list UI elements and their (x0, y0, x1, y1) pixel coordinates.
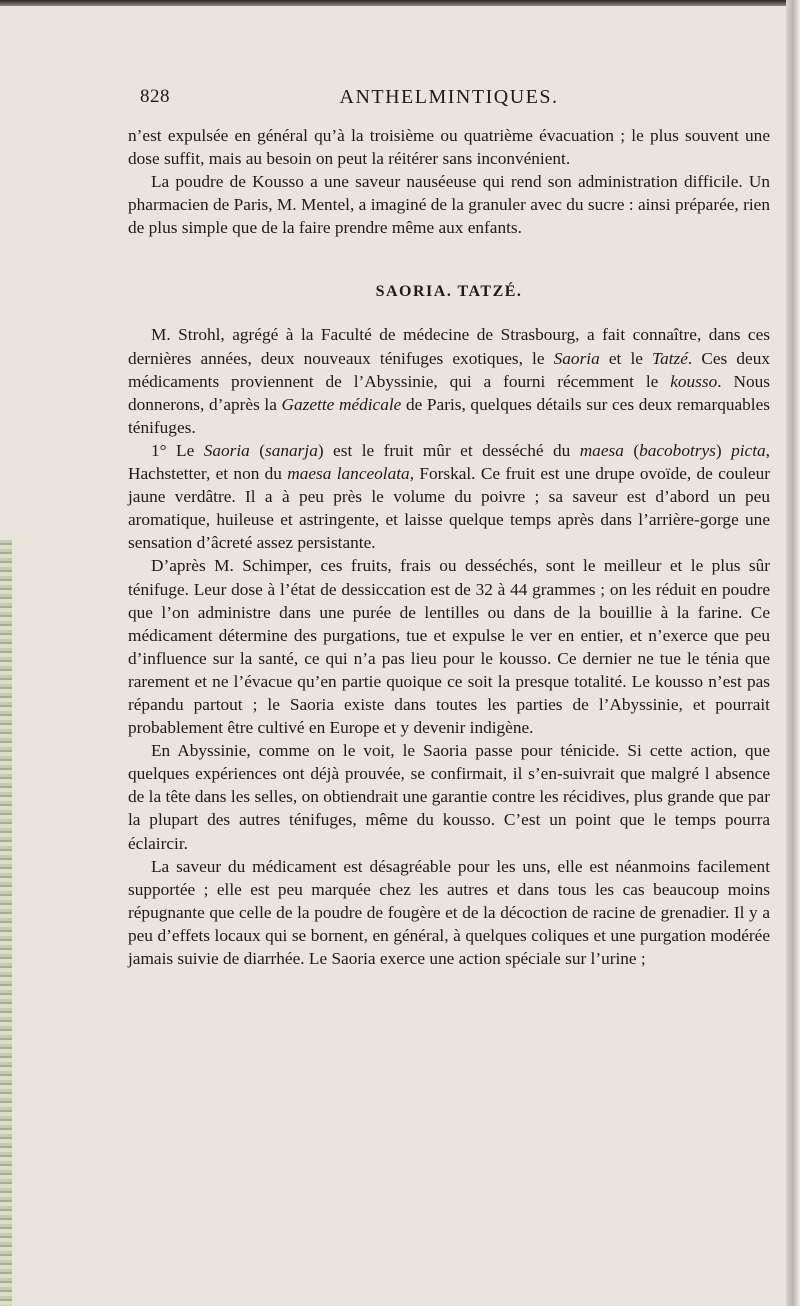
italic-term: picta (731, 440, 766, 460)
running-head (128, 86, 770, 116)
text-run: , Forskal. Ce fruit est une drupe ovoïde, de couleur jaune verdâtre. Il a à peu près le volume du poivre ; sa saveur est d’abord un peu aromatique, huileuse et astringente, et laisse quelque temps après dans l’arrière-gorge une sensation d’âcreté assez persistante. (128, 464, 770, 553)
italic-term: Saoria (553, 348, 600, 368)
paragraph-4 (128, 439, 770, 554)
section-heading: SAORIA. TATZÉ. (375, 283, 523, 301)
text-run: et le (599, 348, 653, 368)
scan-left-edge (0, 540, 12, 1306)
text-run: 1° Le (151, 440, 204, 460)
text-run: ( (623, 440, 640, 460)
text-run: ) est le fruit mûr et desséché du (317, 440, 580, 460)
running-title: ANTHELMINTIQUES. (339, 86, 559, 108)
paragraph-1: n’est expulsée en général qu’à la troisième ou quatrième évacuation ; le plus souvent une dose suffit, mais au besoin on peut la réitérer sans inconvénient. (128, 126, 770, 169)
text-run: . Ces deux médicaments proviennent de l’Abyssinie, qui a fourni récemment le (128, 348, 770, 391)
text-run: M. Strohl, agrégé à la Faculté de médecine de Strasbourg, a fait connaître, dans ces dernières années, deux nouveaux ténifuges exotiques, le (128, 325, 770, 368)
scan-right-edge (786, 0, 800, 1306)
italic-term: Saoria (203, 440, 250, 460)
page-number: 828 (140, 86, 170, 107)
italic-term: maesa lanceolata (287, 464, 410, 484)
italic-term: bacobotrys (639, 440, 716, 460)
paragraph-5: D’après M. Schimper, ces fruits, frais ou desséchés, sont le meilleur et le plus sûr ténifuge. Leur dose à l’état de dessiccation est de 32 à 44 grammes ; on les réduit en poudre que l’on administre dans une purée de lentilles ou dans de la bouillie à la farine. Ce médicament détermine des purgations, tue et expulse le ver en entier, et n’exerce que peu d’influence sur la santé, ce qui n’a pas lieu pour le kousso. Ce dernier ne tue le ténia que rarement et ne l’évacue qu’en partie quoique ce soit la presque totalité. Le kousso n’est pas répandu partout ; le Saoria existe dans toutes les parties de l’Abyssinie, et pourrait probablement être cultivé en Europe et y devenir indigène. (128, 556, 770, 738)
paragraph-7: La saveur du médicament est désagréable pour les uns, elle est néanmoins facilement supportée ; elle est peu marquée chez les autres et dans tous les cas beaucoup moins répugnante que celle de la poudre de fougère et de la décoction de racine de grenadier. Il y a peu d’effets locaux qui se bornent, en général, à quelques coliques et une purgation modérée jamais suivie de diarrhée. Le Saoria exerce une action spéciale sur l’urine ; (128, 856, 770, 968)
italic-term: maesa (579, 440, 624, 460)
paragraph-6: En Abyssinie, comme on le voit, le Saoria passe pour ténicide. Si cette action, que quelques expériences ont déjà prouvée, se confirmait, il s’en-suivrait que malgré l absence de la tête dans les selles, on obtiendrait une garantie contre les récidives, plus grande que par la plupart des autres ténifuges, même du kousso. C’est un point que le temps pourra éclaircir. (128, 741, 770, 853)
scan-top-edge (0, 0, 800, 6)
text-run: ) (715, 440, 732, 460)
italic-term: sanarja (265, 440, 318, 460)
paragraph-3 (128, 323, 770, 438)
italic-term: Gazette médicale (281, 394, 402, 414)
book-page (128, 86, 770, 970)
text-run: . Nous donnerons, d’après la (128, 371, 770, 414)
text-run: de Paris, quelques détails sur ces deux remarquables ténifuges. (128, 394, 770, 437)
text-run: , Hachstetter, et non du (128, 440, 770, 484)
italic-term: kousso (670, 371, 718, 391)
text-run: ( (249, 440, 266, 460)
paragraph-2: La poudre de Kousso a une saveur nauséeuse qui rend son administration difficile. Un pharmacien de Paris, M. Mentel, a imaginé de la granuler avec du sucre : ainsi préparée, rien de plus simple que de la faire prendre même aux enfants. (128, 172, 770, 238)
italic-term: Tatzé (652, 348, 688, 368)
